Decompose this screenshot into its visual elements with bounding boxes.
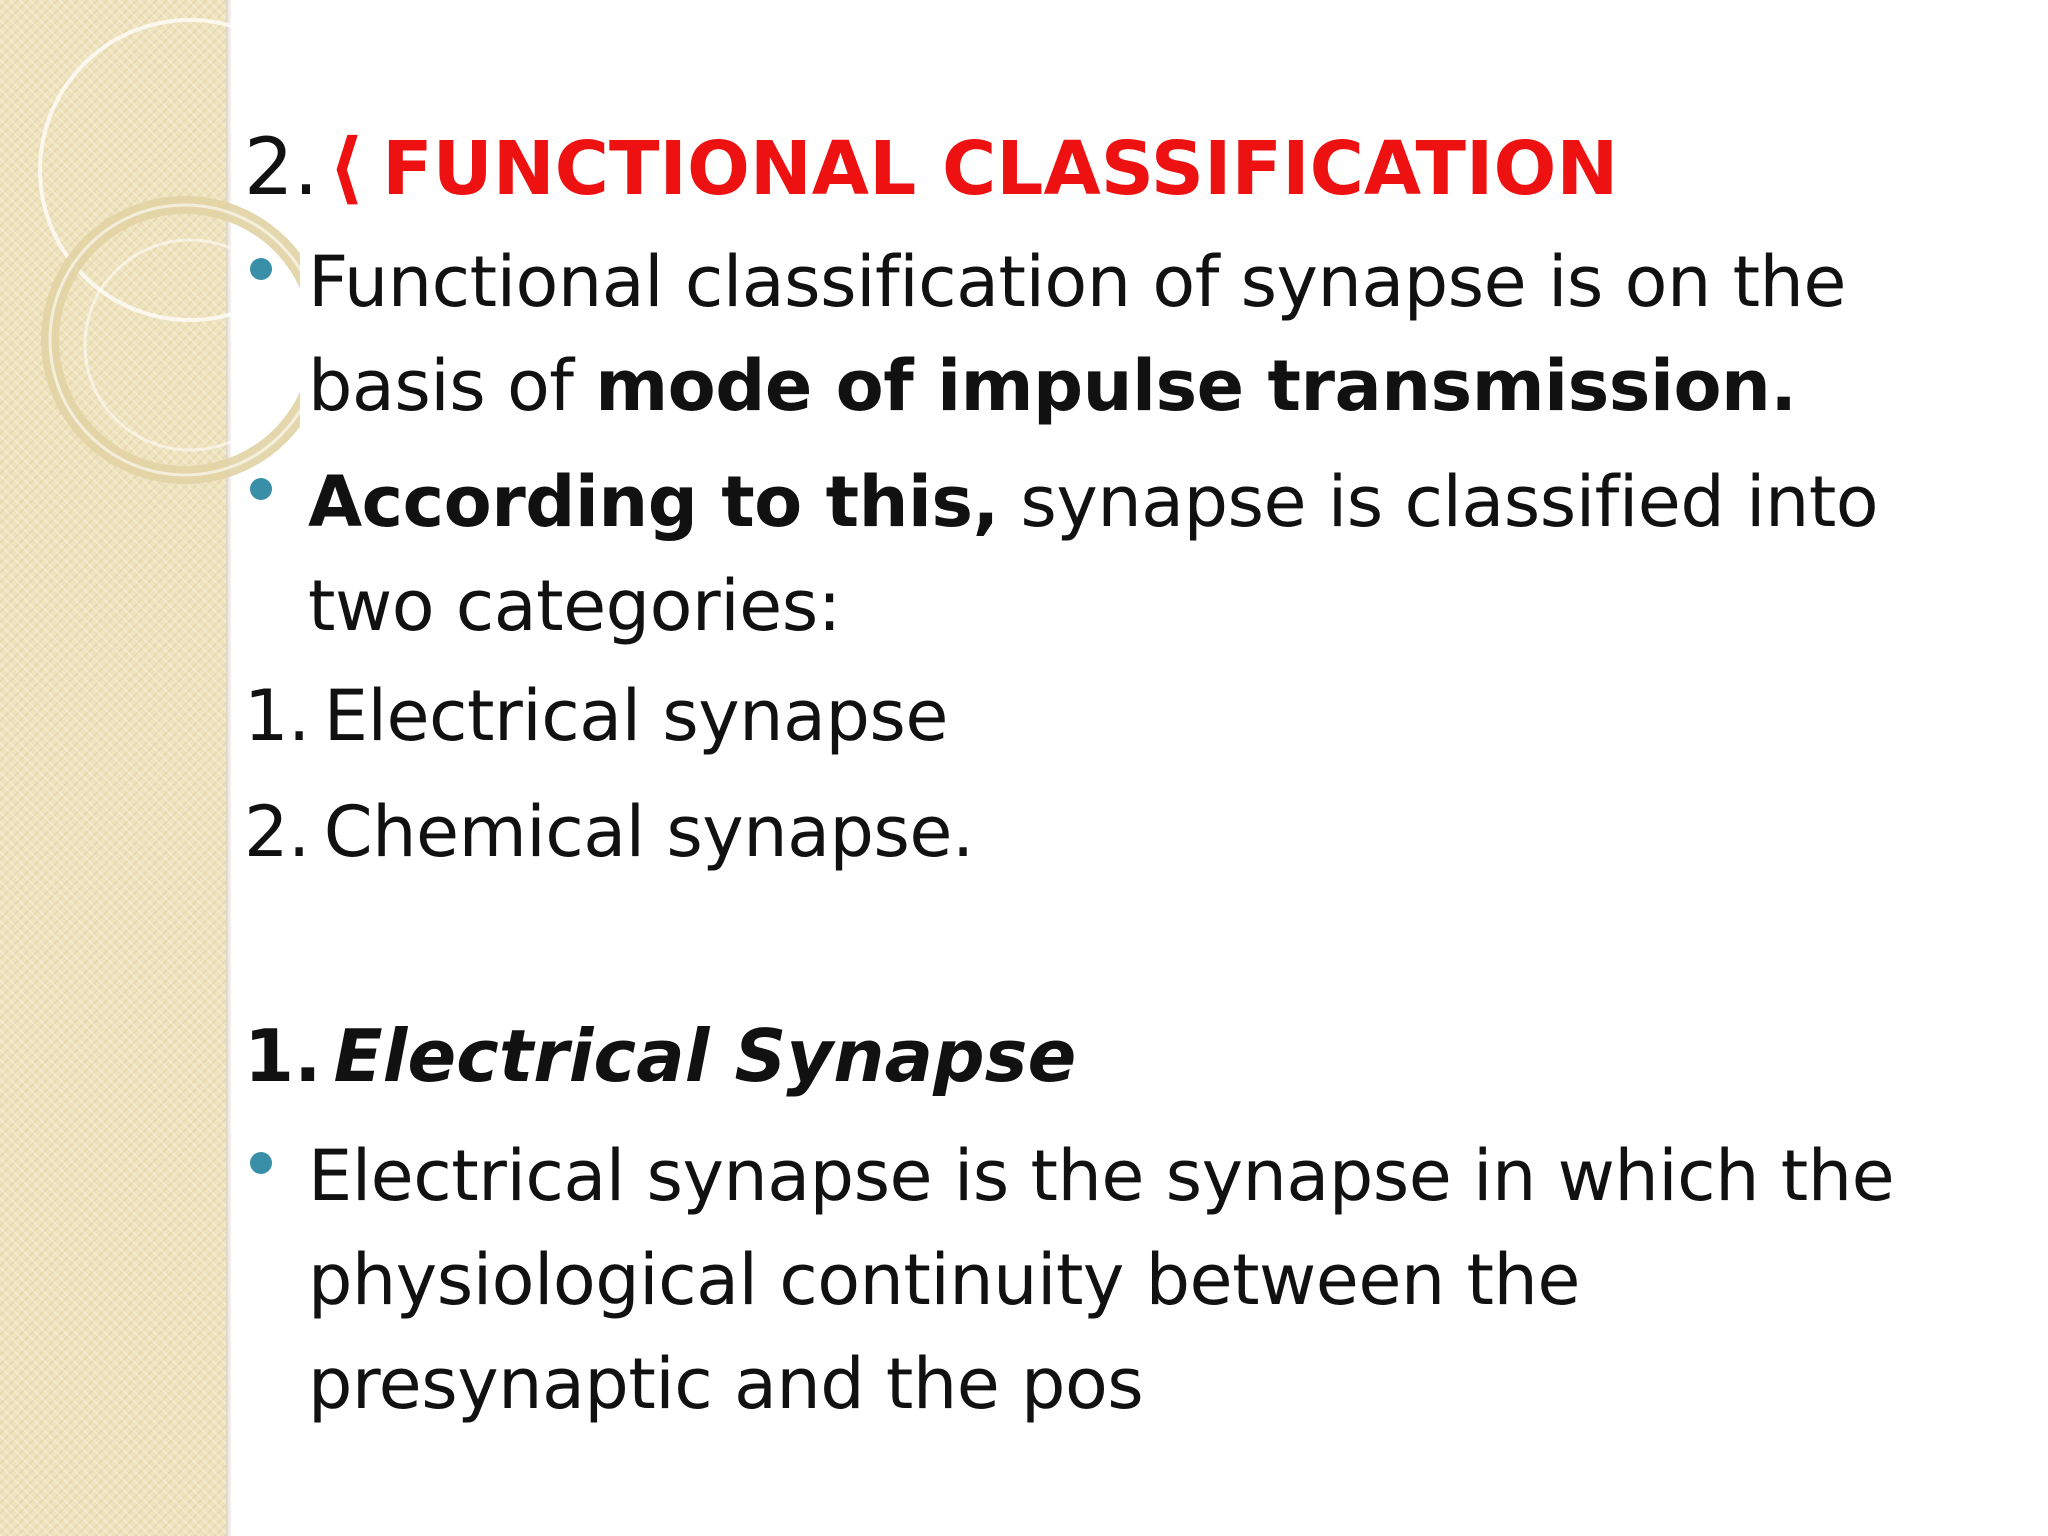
bullet-text: synapse is classified into two categories: — [308, 461, 1879, 647]
bullet-dot-icon — [250, 1152, 272, 1174]
heading-title: FUNCTIONAL CLASSIFICATION — [382, 126, 1619, 212]
bullet-dot-icon — [250, 258, 272, 280]
bullet-item — [244, 450, 2004, 658]
list-item — [244, 774, 2004, 890]
subheading-number: 1. — [244, 1014, 322, 1098]
bullet-bold-text: According to this, — [308, 461, 999, 543]
list-item — [244, 658, 2004, 774]
slide-content — [244, 118, 2004, 1436]
bullet-dot-icon — [250, 478, 272, 500]
bullet-text: Electrical synapse is the synapse in which the physiological continuity between the presynaptic and the pos — [308, 1135, 1895, 1425]
list-text: Electrical synapse — [323, 675, 948, 757]
heading-number: 2. — [244, 123, 319, 213]
section-heading — [244, 118, 2004, 218]
list-text: Chemical synapse. — [323, 791, 974, 873]
bullet-text: Functional classification of synapse is on the basis of — [308, 241, 1846, 427]
list-number: 1. — [244, 675, 310, 757]
list-number: 2. — [244, 791, 310, 873]
bullet-bold-text: mode of impulse transmission. — [595, 345, 1797, 427]
subheading-title: Electrical Synapse — [333, 1014, 1077, 1098]
heading-marker: ⟨ — [328, 123, 365, 213]
bullet-item — [244, 1124, 2004, 1436]
bullet-item — [244, 230, 2004, 438]
subheading — [244, 998, 2004, 1114]
